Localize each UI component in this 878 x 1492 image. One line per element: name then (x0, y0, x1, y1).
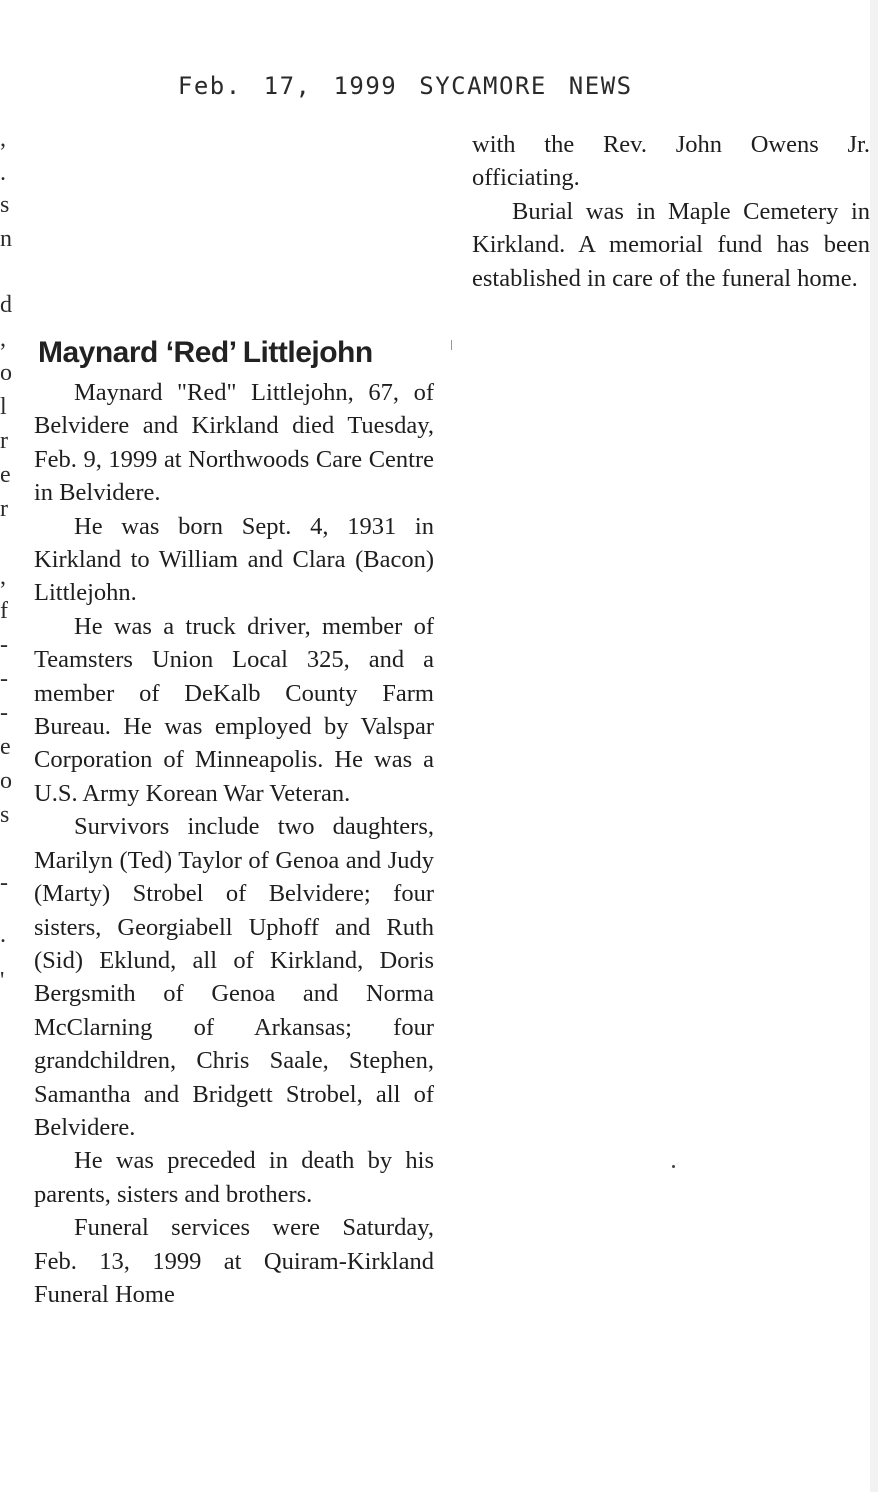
article-continuation: with the Rev. John Owens Jr. officiating. (472, 131, 870, 192)
article-paragraph: He was a truck driver, member of Teamsters Union Local 325, and a member of DeKalb County Farm Bureau. He was employed by Valspar Corporation of Minneapolis. He was a U.S. Army Korean War Veteran. (34, 612, 434, 807)
edge-fragment: r (0, 428, 8, 454)
edge-fragment: s (0, 802, 10, 828)
header-date: Feb. 17, 1999 (177, 72, 398, 100)
edge-fragment: ' (0, 968, 5, 994)
edge-fragment: o (0, 360, 12, 386)
edge-fragment: - (0, 700, 8, 726)
edge-fragment: , (0, 126, 6, 152)
article-paragraph: Survivors include two daughters, Marilyn (Ted) Taylor of Genoa and Judy (Marty) Strobel of Belvidere; four sisters, Georgiabell Uphoff and Ruth (Sid) Eklund, all of Kirkland, Doris Bergsmith of Genoa and Norma McClarning of Arkansas; four grandchildren, Chris Saale, Stephen, Samantha and Bridgett Strobel, all of Belvidere. (34, 813, 434, 1141)
previous-column-edge (0, 0, 14, 1492)
header-publication: SYCAMORE NEWS (419, 72, 633, 100)
edge-fragment: s (0, 192, 10, 218)
article-paragraph: Burial was in Maple Cemetery in Kirkland. A memorial fund has been established in care of the funeral home. (472, 197, 870, 292)
edge-fragment: . (0, 922, 6, 948)
edge-fragment: r (0, 496, 8, 522)
scan-edge-shadow (870, 0, 878, 1492)
edge-fragment: - (0, 632, 8, 658)
scan-speck (451, 340, 452, 350)
edge-fragment: . (0, 160, 6, 186)
article-column-right (472, 128, 870, 295)
edge-fragment: n (0, 226, 12, 252)
edge-fragment: , (0, 326, 6, 352)
edge-fragment: , (0, 564, 6, 590)
edge-fragment: - (0, 666, 8, 692)
article-paragraph: He was preceded in death by his parents, sisters and brothers. (34, 1147, 434, 1208)
page-header (134, 44, 633, 100)
edge-fragment: e (0, 734, 11, 760)
obituary-headline: Maynard ‘Red’ Littlejohn (38, 336, 373, 369)
edge-fragment: o (0, 768, 12, 794)
edge-fragment: l (0, 394, 7, 420)
article-paragraph: He was born Sept. 4, 1931 in Kirkland to William and Clara (Bacon) Littlejohn. (34, 512, 434, 607)
edge-fragment: d (0, 292, 12, 318)
article-paragraph: Funeral services were Saturday, Feb. 13, 1999 at Quiram-Kirkland Funeral Home (34, 1214, 434, 1308)
scan-speck (672, 1165, 675, 1168)
edge-fragment: f (0, 598, 8, 624)
edge-fragment: - (0, 870, 8, 896)
article-column-left (34, 376, 434, 1311)
article-paragraph: Maynard "Red" Littlejohn, 67, of Belvidere and Kirkland died Tuesday, Feb. 9, 1999 at Northwoods Care Centre in Belvidere. (34, 379, 434, 507)
edge-fragment: e (0, 462, 11, 488)
